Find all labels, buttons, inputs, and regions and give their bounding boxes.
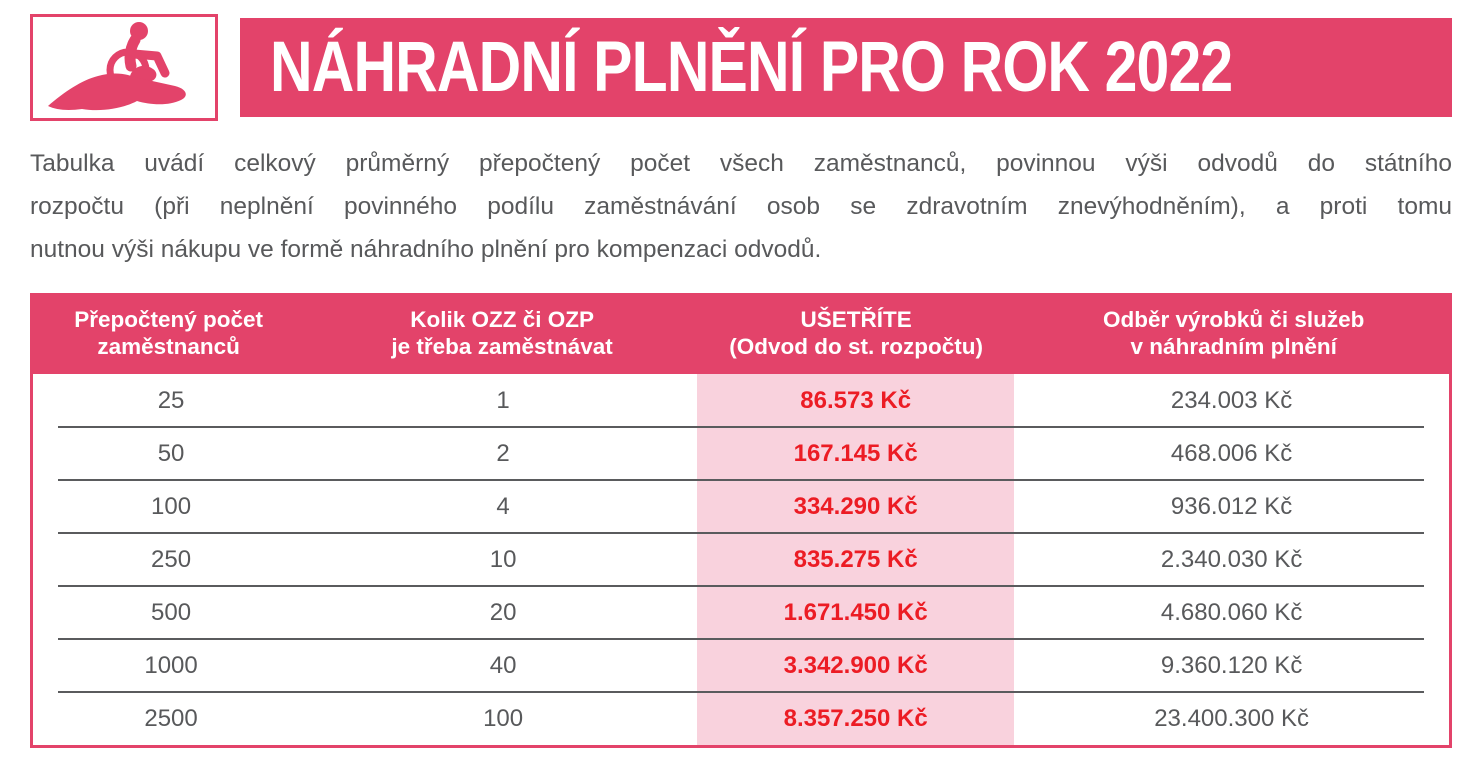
table-cell: 25 bbox=[157, 386, 185, 414]
header-line: UŠETŘÍTE bbox=[800, 307, 912, 332]
table-cell: 40 bbox=[489, 651, 517, 679]
table-cell: 835.275 Kč bbox=[697, 533, 1014, 586]
table-cell: 1 bbox=[496, 386, 510, 414]
header-line: v náhradním plnění bbox=[1130, 334, 1337, 359]
table-cell: 50 bbox=[157, 439, 185, 467]
hand-wheelchair-icon bbox=[36, 18, 212, 118]
table-cell: 167.145 Kč bbox=[697, 427, 1014, 480]
table-cell: 100 bbox=[151, 492, 192, 520]
table-cell: 2 bbox=[496, 439, 510, 467]
icon-box bbox=[30, 14, 218, 121]
table-cell: 3.342.900 Kč bbox=[697, 639, 1014, 692]
data-table bbox=[30, 293, 1452, 748]
table-row bbox=[33, 692, 1449, 745]
table-cell: 10 bbox=[489, 545, 517, 573]
table-cell: 8.357.250 Kč bbox=[697, 692, 1014, 745]
header-line: (Odvod do st. rozpočtu) bbox=[729, 334, 984, 359]
header-cell-ozz-ozp bbox=[307, 306, 697, 360]
header-cell-savings bbox=[697, 306, 1016, 360]
table-cell: 86.573 Kč bbox=[697, 374, 1014, 427]
table-cell: 500 bbox=[151, 598, 192, 626]
table-body bbox=[33, 374, 1449, 745]
title-banner bbox=[240, 18, 1452, 117]
table-row bbox=[33, 639, 1449, 692]
table-cell: 9.360.120 Kč bbox=[1160, 651, 1303, 679]
intro-line-2: rozpočtu (při neplnění povinného podílu zaměstnávání osob se zdravotním znevýhodněním), a proti tomu bbox=[30, 193, 1452, 220]
table-cell: 936.012 Kč bbox=[1170, 492, 1293, 520]
table-row bbox=[33, 427, 1449, 480]
header-line: Odběr výrobků či služeb bbox=[1103, 307, 1365, 332]
table-cell: 1.671.450 Kč bbox=[697, 586, 1014, 639]
table-row bbox=[33, 480, 1449, 533]
top-bar bbox=[30, 14, 1452, 121]
table-row bbox=[33, 374, 1449, 427]
table-cell: 23.400.300 Kč bbox=[1154, 704, 1309, 732]
intro-line-3: nutnou výši nákupu ve formě náhradního plnění pro kompenzaci odvodů. bbox=[30, 236, 822, 263]
table-cell: 234.003 Kč bbox=[1170, 386, 1293, 414]
table-cell: 2.340.030 Kč bbox=[1160, 545, 1303, 573]
intro-line-1: Tabulka uvádí celkový průměrný přepočtený počet všech zaměstnanců, povinnou výši odvodů do státního bbox=[30, 150, 1452, 177]
table-cell: 2500 bbox=[144, 704, 198, 732]
header-line: zaměstnanců bbox=[97, 334, 240, 359]
table-header bbox=[30, 293, 1452, 374]
header-line: je třeba zaměstnávat bbox=[391, 334, 613, 359]
table-cell: 100 bbox=[483, 704, 524, 732]
table-cell: 4.680.060 Kč bbox=[1160, 598, 1303, 626]
table-row bbox=[33, 533, 1449, 586]
table-cell: 250 bbox=[151, 545, 192, 573]
page-title: NÁHRADNÍ PLNĚNÍ PRO ROK 2022 bbox=[270, 28, 1233, 107]
table-cell: 1000 bbox=[144, 651, 198, 679]
intro-paragraph bbox=[30, 142, 1452, 271]
table-cell: 468.006 Kč bbox=[1170, 439, 1293, 467]
header-line: Kolik OZZ či OZP bbox=[410, 307, 594, 332]
table-cell: 4 bbox=[496, 492, 510, 520]
header-line: Přepočtený počet bbox=[74, 307, 264, 332]
table-cell: 334.290 Kč bbox=[697, 480, 1014, 533]
header-cell-purchase bbox=[1015, 306, 1452, 360]
table-row bbox=[33, 586, 1449, 639]
table-cell: 20 bbox=[489, 598, 517, 626]
header-cell-employees bbox=[30, 306, 307, 360]
